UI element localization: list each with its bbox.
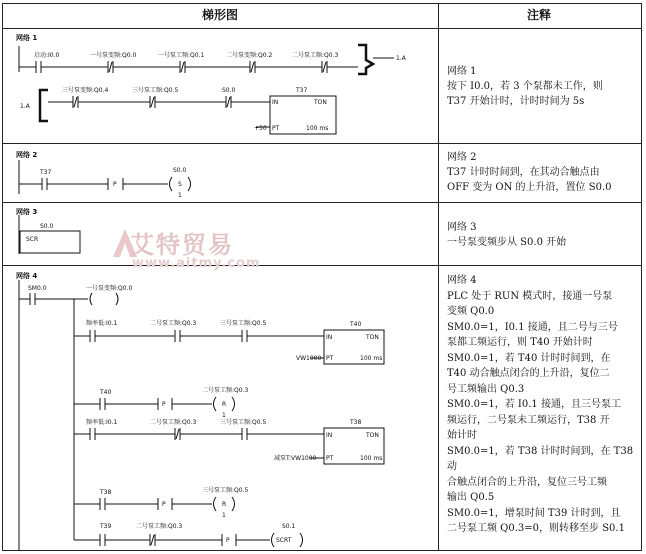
edge-p-2: P [113, 181, 117, 188]
timer-t37-name: T37 [296, 87, 308, 94]
timer-t40-in: IN [326, 334, 333, 341]
coil-q03-name: 二号泵工频:Q0.3 [202, 387, 249, 394]
network-4-rungs [19, 280, 384, 550]
network-2-label: 网络 2 [16, 151, 38, 159]
coil-s01-name: S0.1 [282, 523, 296, 530]
network-1-note: 网络 1 按下 I0.0，若 3 个泵都未工作，则 T37 开始计时，计时时间为 5s [447, 66, 603, 107]
timer-t40-pt: PT [326, 355, 334, 362]
contact-q03-a: 二号泵工频:Q0.3 [150, 320, 197, 327]
contact-t37: T37 [40, 169, 52, 176]
network-3-rungs [19, 215, 80, 254]
timer-t38-type: TON [366, 432, 379, 439]
coil-s00-op: S [178, 181, 182, 188]
timer-t37-base: 100 ms [306, 125, 329, 132]
contact-q05: 三号泵工频:Q0.5 [132, 87, 179, 94]
contact-q05-b: 三号泵工频:Q0.5 [220, 419, 267, 426]
contact-sm00: SM0.0 [28, 285, 47, 292]
contact-i01-a: 频率低:I0.1 [86, 320, 118, 327]
contact-q04: 三号泵变频:Q0.4 [62, 87, 109, 94]
contact-q05-a: 三号泵工频:Q0.5 [220, 320, 267, 327]
timer-t37-ptval: +50 [254, 125, 267, 132]
ladder-header: 梯形图 [201, 7, 238, 22]
coil-q00-name: 一号泵变频:Q0.0 [86, 285, 133, 292]
timer-t40-name: T40 [350, 321, 362, 328]
watermark-name: 艾特贸易 [130, 231, 234, 259]
network-3-note: 网络 3 一号泵变频步从 S0.0 开始 [447, 222, 567, 248]
network-2-rungs [19, 160, 191, 194]
contact-start-i00: 启动:I0.0 [34, 52, 60, 59]
notes-header: 注释 [526, 7, 551, 22]
contact-q01: 一号泵工频:Q0.1 [158, 52, 205, 59]
scr-s00-name: S0.0 [40, 223, 54, 230]
coil-q05-n: 1 [222, 512, 226, 519]
contact-t38: T38 [100, 489, 112, 496]
contact-q00: 一号泵变频:Q0.0 [90, 52, 137, 59]
network-3-label: 网络 3 [16, 208, 38, 216]
coil-q05-op: R [222, 501, 227, 508]
timer-t38-in: IN [326, 432, 333, 439]
coil-scrt-label: SCRT [276, 537, 292, 544]
contact-q03: 二号泵工频:Q0.3 [292, 52, 339, 59]
timer-t40-ptval: VW1000 [296, 355, 322, 362]
scr-box-label: SCR [26, 236, 39, 243]
coil-s00-n: 1 [178, 192, 182, 199]
timer-t40-type: TON [366, 334, 379, 341]
contact-s00: S0.0 [222, 87, 236, 94]
contact-q03-b: 二号泵工频:Q0.3 [150, 419, 197, 426]
coil-q03-op: R [222, 401, 227, 408]
edge-p-4c: P [226, 537, 230, 544]
jump-label-left: 1.A [20, 103, 30, 110]
contact-i01-b: 频率低:I0.1 [86, 419, 118, 426]
network-1-label: 网络 1 [16, 34, 38, 42]
jump-label-right: 1.A [396, 55, 406, 62]
timer-t38-name: T38 [350, 419, 362, 426]
contact-q02: 二号泵变频:Q0.2 [226, 52, 273, 59]
edge-p-4a: P [162, 401, 166, 408]
coil-q03-n: 1 [222, 412, 226, 419]
network-4-label: 网络 4 [16, 272, 38, 280]
timer-t37-type: TON [314, 99, 327, 106]
contact-q03-c: 二号泵工频:Q0.3 [136, 523, 183, 530]
timer-t37-in: IN [272, 99, 279, 106]
timer-t38-base: 100 ms [360, 455, 383, 462]
contact-t39: T39 [100, 523, 112, 530]
edge-p-4b: P [162, 501, 166, 508]
watermark-url: www.aitmy.com [132, 256, 261, 271]
coil-q05-name: 三号泵工频:Q0.5 [202, 487, 249, 494]
timer-t38-pt: PT [326, 455, 334, 462]
timer-t37-pt: PT [272, 125, 280, 132]
network-2-note: 网络 2 T37 计时时间到，在其动合触点由 OFF 变为 ON 的上升沿，置位 S0.0 [447, 152, 612, 193]
coil-s00-name: S0.0 [173, 167, 187, 174]
timer-t40-base: 100 ms [360, 355, 383, 362]
network-4-note: 网络 4 PLC 处于 RUN 模式时，接通一号泵 变频 Q0.0 SM0.0=1，I0.1 接通，且二号与三号 泵都工频运行，则 T40 开始计时 SM0.0=1，若 T40 计时时间到，在 T40 动合触点闭合的上升沿，复位二 号工频输出 Q0.3 SM0.0=1，若 I0.1 接通，且三号泵工 频运行，二号泵未工频运行，T38 开 始计时 SM0.0=1，若 T38 计时时间到，在 T38 动 合触点闭合的上升沿，复位三号工频 输出 Q0.5 SM0.0=1，增泵时间 T39 计时到，且 二号泵工频 Q0.3=0，则转移至步 S0.1 [447, 275, 634, 534]
contact-t40: T40 [100, 389, 112, 396]
timer-t38-ptval: 减泵T:VW1000 [274, 455, 317, 462]
